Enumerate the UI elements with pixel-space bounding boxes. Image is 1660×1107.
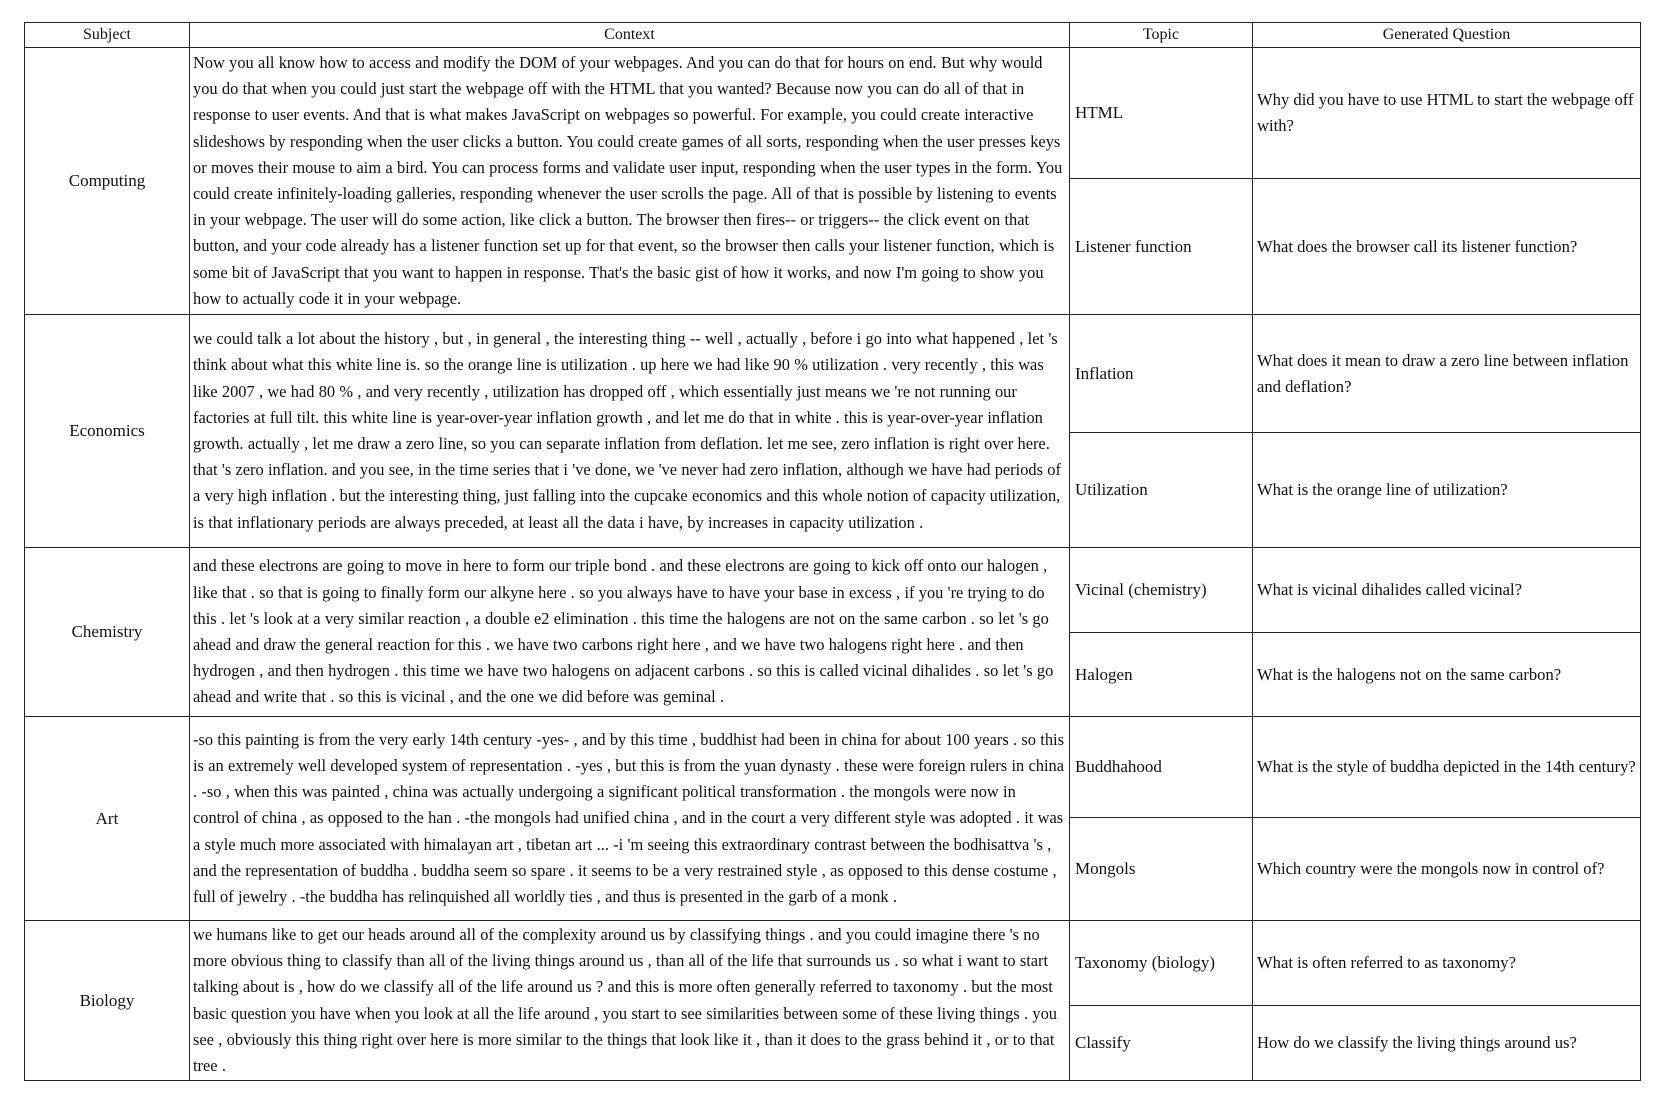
question-cell: Which country were the mongols now in control of? — [1253, 818, 1641, 921]
context-cell: we could talk a lot about the history , but , in general , the interesting thing -- well , actually , before i go into what happened , let 's think about what this white line is. so the orange line is utilization . up here we had like 90 % utilization . very recently , this was like 2007 , we had 80 % , and very recently , utilization has dropped off , which essentially just means we 're not running our factories at full tilt. this white line is year-over-year inflation growth , and let me do that in white . this is year-over-year inflation growth. actually , let me draw a zero line, so you can separate inflation from deflation. let me see, zero inflation is right over here. that 's zero inflation. and you see, in the time series that i 've done, we 've never had zero inflation, although we have had periods of a very high inflation . but the interesting thing, just falling into the cupcake economics and this whole notion of capacity utilization, is that inflationary periods are always preceded, at least all the data i have, by increases in capacity utilization . — [190, 315, 1070, 548]
qa-examples-table — [24, 22, 1641, 1081]
context-cell: -so this painting is from the very early 14th century -yes- , and by this time , buddhist had been in china for about 100 years . so this is an extremely well developed system of representation . -yes , but this is from the yuan dynasty . these were foreign rulers in china . -so , when this was painted , china was actually undergoing a significant political transformation . the mongols were now in control of china , as opposed to the han . -the mongols had unified china , and in the court a very different style was adopted . it was a style much more associated with himalayan art , tibetan art ... -i 'm seeing this extraordinary contrast between the bodhisattva 's , and the representation of buddha . buddha seem so spare . it seems to be a very restrained style , as opposed to this dense costume , full of jewelry . -the buddha has relinquished all worldly ties , and thus is presented in the garb of a monk . — [190, 717, 1070, 921]
subject-cell: Art — [25, 717, 190, 921]
topic-cell: Buddhahood — [1070, 717, 1253, 818]
question-cell: What is the orange line of utilization? — [1253, 433, 1641, 548]
header-question: Generated Question — [1253, 23, 1641, 48]
table-row — [25, 921, 1641, 1006]
question-cell: What is often referred to as taxonomy? — [1253, 921, 1641, 1006]
context-cell: and these electrons are going to move in here to form our triple bond . and these electrons are going to kick off onto our halogen , like that . so that is going to finally form our alkyne here . so you always have to have your base in excess , if you 're trying to do this . let 's look at a very similar reaction , a double e2 elimination . this time the halogens are not on the same carbon . so let 's go ahead and draw the general reaction for this . we have two carbons right here , and we have two halogens right here . and then hydrogen , and then hydrogen . this time we have two halogens on adjacent carbons . so this is called vicinal dihalides . so let 's go ahead and write that . so this is vicinal , and the one we did before was geminal . — [190, 548, 1070, 717]
question-cell: How do we classify the living things around us? — [1253, 1006, 1641, 1081]
table-row — [25, 48, 1641, 179]
subject-cell: Computing — [25, 48, 190, 315]
subject-cell: Economics — [25, 315, 190, 548]
topic-cell: HTML — [1070, 48, 1253, 179]
question-cell: What is vicinal dihalides called vicinal? — [1253, 548, 1641, 633]
topic-cell: Taxonomy (biology) — [1070, 921, 1253, 1006]
subject-cell: Biology — [25, 921, 190, 1081]
question-cell: Why did you have to use HTML to start the webpage off with? — [1253, 48, 1641, 179]
header-topic: Topic — [1070, 23, 1253, 48]
context-cell: Now you all know how to access and modify the DOM of your webpages. And you can do that for hours on end. But why would you do that when you could just start the webpage off with the HTML that you wanted? Because now you can do all of that in response to user events. And that is what makes JavaScript on webpages so powerful. For example, you could create interactive slideshows by responding when the user clicks a button. You could create games of all sorts, responding when the user presses keys or moves their mouse to aim a bird. You can process forms and validate user input, responding when the user types in the form. You could create infinitely-loading galleries, responding whenever the user scrolls the page. All of that is possible by listening to events in your webpage. The user will do some action, like click a button. The browser then fires-- or triggers-- the click event on that button, and your code already has a listener function set up for that event, so the browser then calls your listener function, which is some bit of JavaScript that you want to happen in response. That's the basic gist of how it works, and now I'm going to show you how to actually code it in your webpage. — [190, 48, 1070, 315]
header-row — [25, 23, 1641, 48]
topic-cell: Inflation — [1070, 315, 1253, 433]
subject-cell: Chemistry — [25, 548, 190, 717]
question-cell: What is the style of buddha depicted in the 14th century? — [1253, 717, 1641, 818]
question-cell: What does the browser call its listener function? — [1253, 179, 1641, 315]
topic-cell: Mongols — [1070, 818, 1253, 921]
table-row — [25, 315, 1641, 433]
topic-cell: Listener function — [1070, 179, 1253, 315]
topic-cell: Halogen — [1070, 633, 1253, 717]
table-row — [25, 717, 1641, 818]
header-subject: Subject — [25, 23, 190, 48]
topic-cell: Utilization — [1070, 433, 1253, 548]
question-cell: What is the halogens not on the same carbon? — [1253, 633, 1641, 717]
topic-cell: Classify — [1070, 1006, 1253, 1081]
question-cell: What does it mean to draw a zero line between inflation and deflation? — [1253, 315, 1641, 433]
topic-cell: Vicinal (chemistry) — [1070, 548, 1253, 633]
table-row — [25, 548, 1641, 633]
context-cell: we humans like to get our heads around all of the complexity around us by classifying things . and you could imagine there 's no more obvious thing to classify than all of the living things around us , than all of the life that surrounds us . so what i want to start talking about is , how do we classify all of the life around us ? and this is more often generally referred to taxonomy . but the most basic question you have when you look at all the life around , you start to see similarities between some of these living things . you see , obviously this thing right over here is more similar to the things that look like it , than it does to the grass behind it , or to that tree . — [190, 921, 1070, 1081]
header-context: Context — [190, 23, 1070, 48]
